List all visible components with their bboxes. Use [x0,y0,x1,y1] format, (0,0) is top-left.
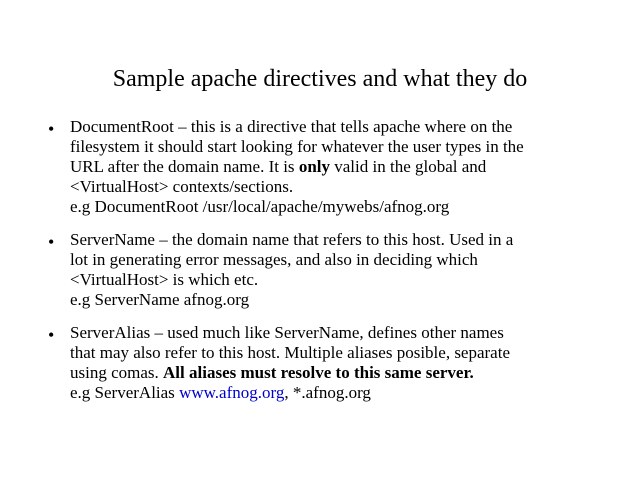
bullet-server-name [0,230,640,310]
bullet-text [70,230,610,310]
bullet-dot-icon: • [48,325,55,345]
slide-title: Sample apache directives and what they do [112,66,528,92]
text-line: <VirtualHost> is which etc. [70,270,259,289]
text-segment: using comas. [70,363,164,382]
text-line: lot in generating error messages, and also in deciding which [70,250,478,269]
text-line: DocumentRoot – this is a directive that tells apache where on the [70,117,513,136]
bullet-text [70,323,610,403]
bullet-dot-icon: • [48,119,55,139]
bullet-document-root [0,117,640,217]
text-line [70,363,610,383]
text-line: ServerName – the domain name that refers to this host. Used in a [70,230,514,249]
text-line [70,157,610,177]
example-line: e.g ServerName afnog.org [70,290,250,309]
text-line: filesystem it should start looking for whatever the user types in the [70,137,524,156]
bullet-server-alias [0,323,640,403]
text-segment: e.g ServerAlias [70,383,180,402]
text-segment: valid in the global and [330,157,487,176]
example-line: e.g DocumentRoot /usr/local/apache/mywebs/afnog.org [70,197,450,216]
text-segment: URL after the domain name. It is [70,157,299,176]
text-line: ServerAlias – used much like ServerName, defines other names [70,323,504,342]
text-line: <VirtualHost> contexts/sections. [70,177,294,196]
emphasis-text: only [298,157,330,176]
emphasis-text: All aliases must resolve to this same server. [163,363,474,382]
bullet-dot-icon: • [48,232,55,252]
afnog-link[interactable]: www.afnog.org [179,383,285,402]
example-line [70,383,610,403]
text-line: that may also refer to this host. Multiple aliases posible, separate [70,343,510,362]
bullet-text [70,117,610,217]
bullet-list [0,117,640,403]
text-segment: , *.afnog.org [284,383,371,402]
